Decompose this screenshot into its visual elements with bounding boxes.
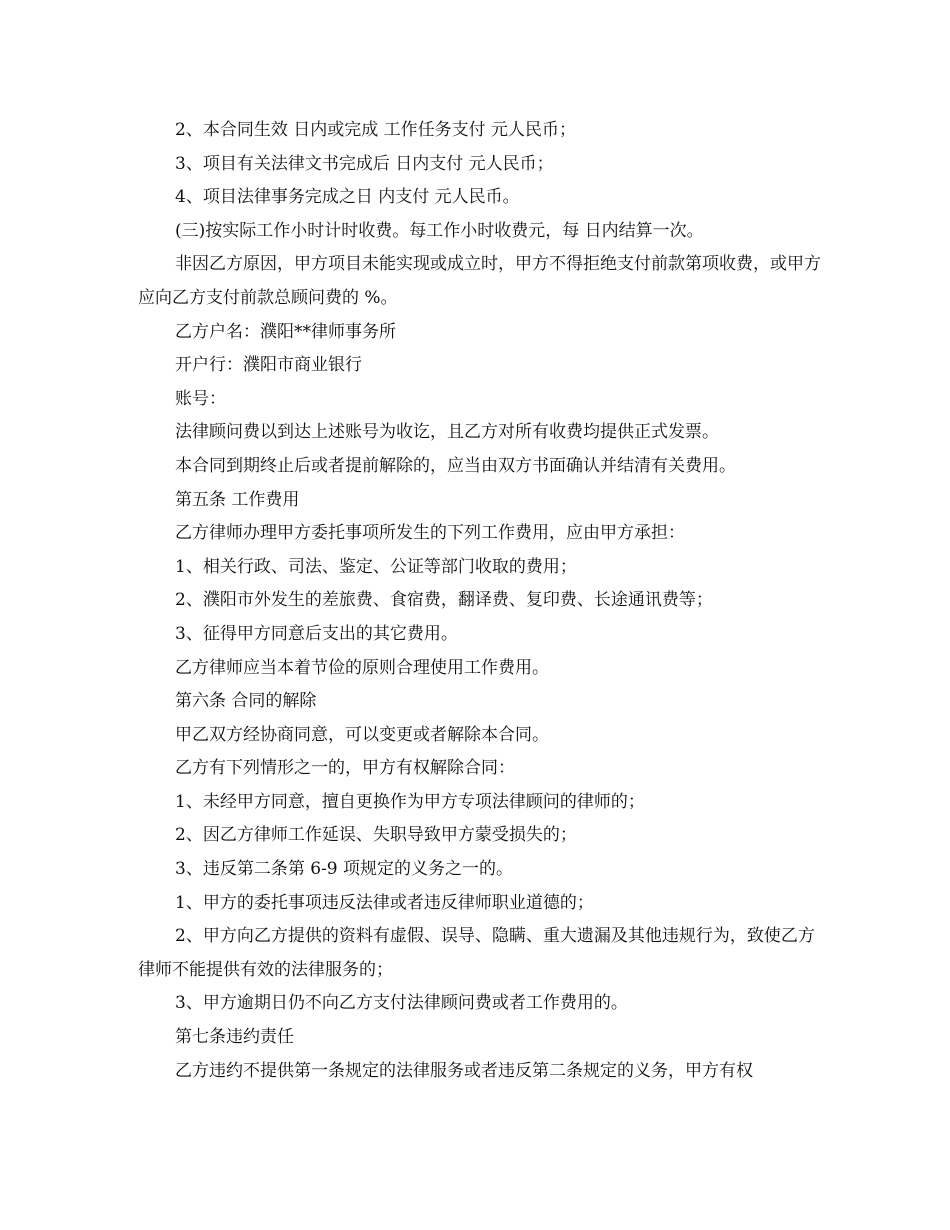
document-body xyxy=(138,114,828,1088)
heading-article-5: 第五条 工作费用 xyxy=(175,489,300,510)
paragraph-account-name: 乙方户名：濮阳**律师事务所 xyxy=(175,321,396,342)
heading-article-7: 第七条违约责任 xyxy=(175,1027,294,1048)
paragraph-receipt: 法律顾问费以到达上述账号为收讫，且乙方对所有收费均提供正式发票。 xyxy=(175,422,719,443)
paragraph-expense-item-2: 2、濮阳市外发生的差旅费、食宿费，翻译费、复印费、长途通讯费等； xyxy=(175,590,713,611)
paragraph-payment-item-4: 4、项目法律事务完成之日 内支付 元人民币。 xyxy=(175,187,520,208)
paragraph-mutual-termination: 甲乙双方经协商同意，可以变更或者解除本合同。 xyxy=(175,724,549,745)
paragraph-payment-item-3: 3、项目有关法律文书完成后 日内支付 元人民币； xyxy=(175,153,554,174)
paragraph-breach-liability: 乙方违约不提供第一条规定的法律服务或者违反第二条规定的义务，甲方有权 xyxy=(175,1060,753,1081)
paragraph-termination-item-1: 1、未经甲方同意，擅自更换作为甲方专项法律顾问的律师的； xyxy=(175,791,645,812)
paragraph-expense-item-3: 3、征得甲方同意后支出的其它费用。 xyxy=(175,623,458,644)
paragraph-account-number: 账号： xyxy=(175,388,226,409)
heading-article-6: 第六条 合同的解除 xyxy=(175,691,317,712)
paragraph-expense-item-1: 1、相关行政、司法、鉴定、公证等部门收取的费用； xyxy=(175,556,577,577)
paragraph-party-a-item-3: 3、甲方逾期日仍不向乙方支付法律顾问费或者工作费用的。 xyxy=(175,993,628,1014)
paragraph-bank: 开户行：濮阳市商业银行 xyxy=(175,355,362,376)
paragraph-frugal-use: 乙方律师应当本着节俭的原则合理使用工作费用。 xyxy=(175,657,549,678)
paragraph-payment-item-2: 2、本合同生效 日内或完成 工作任务支付 元人民币； xyxy=(175,120,577,140)
paragraph-non-fault-clause: 非因乙方原因，甲方项目未能实现或成立时，甲方不得拒绝支付前款第项收费，或甲方应向乙方支付前款总顾问费的 %。 xyxy=(138,254,821,308)
paragraph-settlement: 本合同到期终止后或者提前解除的，应当由双方书面确认并结清有关费用。 xyxy=(175,455,736,476)
paragraph-work-expenses: 乙方律师办理甲方委托事项所发生的下列工作费用，应由甲方承担： xyxy=(175,523,685,544)
paragraph-termination-item-3: 3、违反第二条第 6-9 项规定的义务之一的。 xyxy=(175,859,513,880)
paragraph-termination-item-2: 2、因乙方律师工作延误、失职导致甲方蒙受损失的； xyxy=(175,825,577,846)
paragraph-party-a-item-2: 2、甲方向乙方提供的资料有虚假、误导、隐瞒、重大遗漏及其他违规行为，致使乙方律师不能提供有效的法律服务的； xyxy=(138,926,815,980)
paragraph-hourly-fee: (三)按实际工作小时计时收费。每工作小时收费元，每 日内结算一次。 xyxy=(175,220,704,241)
paragraph-party-a-item-1: 1、甲方的委托事项违反法律或者违反律师职业道德的； xyxy=(175,892,594,913)
paragraph-termination-conditions: 乙方有下列情形之一的，甲方有权解除合同： xyxy=(175,758,515,779)
